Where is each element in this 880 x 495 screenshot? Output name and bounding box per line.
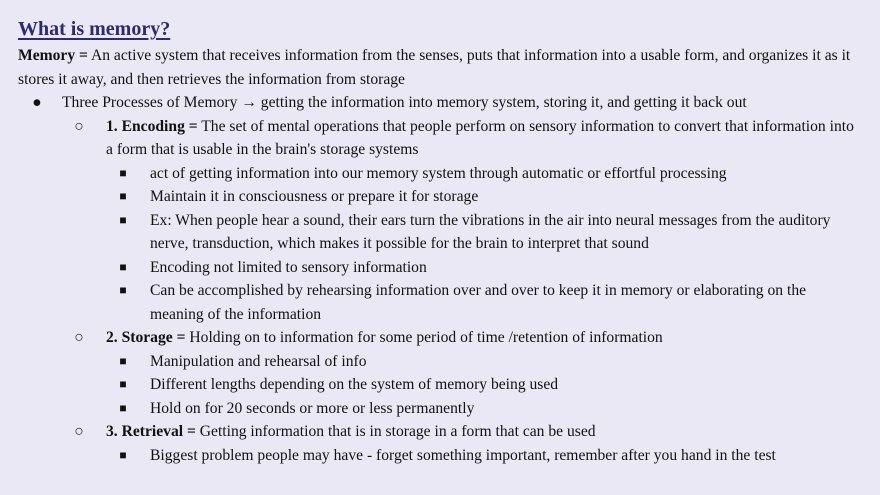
- storage-text: Holding on to information for some period of time /retention of information: [185, 329, 663, 346]
- list-item-retrieval: [18, 420, 862, 444]
- list-item-processes: [18, 91, 862, 115]
- encoding-text: The set of mental operations that people perform on sensory information to convert that information into a form that is usable in the brain's storage systems: [106, 117, 854, 158]
- bullet-disc-icon: ●: [32, 94, 42, 111]
- definition-text: An active system that receives information from the senses, puts that information into a usable form, and organizes it as it stores it away, and then retrieves the information from storage: [18, 47, 851, 88]
- page-title: What is memory?: [18, 18, 171, 40]
- encoding-term: 1. Encoding =: [106, 117, 198, 135]
- list-item-text: Hold on for 20 seconds or more or less permanently: [150, 399, 475, 417]
- list-item: [18, 373, 862, 397]
- bullet-circle-icon: ○: [74, 423, 84, 440]
- list-item: [18, 185, 862, 209]
- list-item-text: Biggest problem people may have - forget something important, remember after you hand in the test: [150, 446, 776, 464]
- definition-term: Memory =: [18, 47, 88, 64]
- list-item-text: Maintain it in consciousness or prepare it for storage: [150, 188, 479, 205]
- bullet-square-icon: ■: [119, 400, 127, 415]
- bullet-circle-icon: ○: [74, 117, 84, 135]
- list-item: [18, 256, 862, 280]
- bullet-square-icon: ■: [119, 165, 127, 180]
- list-item-encoding: [18, 115, 862, 162]
- list-item-text: Can be accomplished by rehearsing information over and over to keep it in memory or elaborating on the meaning of the information: [150, 282, 807, 323]
- bullet-square-icon: ■: [119, 283, 127, 297]
- retrieval-term: 3. Retrieval =: [106, 423, 196, 440]
- list-item-text: Different lengths depending on the system of memory being used: [150, 376, 559, 393]
- bullet-circle-icon: ○: [74, 329, 84, 346]
- bullet-square-icon: ■: [119, 447, 127, 462]
- list-item: [18, 279, 862, 326]
- bullet-square-icon: ■: [119, 377, 127, 391]
- bullet-square-icon: ■: [119, 189, 127, 203]
- list-item-text: Manipulation and rehearsal of info: [150, 352, 367, 370]
- list-item-text: Encoding not limited to sensory information: [150, 258, 427, 276]
- list-item-text: Ex: When people hear a sound, their ears turn the vibrations in the air into neural messages from the auditory nerve, transduction, which makes it possible for the brain to interpret that sound: [150, 211, 831, 252]
- list-item-storage: [18, 326, 862, 350]
- list-item: [18, 162, 862, 186]
- list-item: [18, 444, 862, 468]
- bullet-square-icon: ■: [119, 259, 127, 274]
- storage-term: 2. Storage =: [106, 329, 186, 346]
- retrieval-text: Getting information that is in storage in a form that can be used: [195, 423, 596, 440]
- memory-definition: [18, 44, 862, 91]
- list-item: [18, 209, 862, 256]
- bullet-square-icon: ■: [119, 353, 127, 368]
- processes-intro-text: Three Processes of Memory → getting the information into memory system, storing it, and getting it back out: [62, 94, 747, 111]
- bullet-square-icon: ■: [119, 212, 127, 227]
- list-item: [18, 397, 862, 421]
- list-item: [18, 350, 862, 374]
- list-item-text: act of getting information into our memory system through automatic or effortful processing: [150, 164, 727, 182]
